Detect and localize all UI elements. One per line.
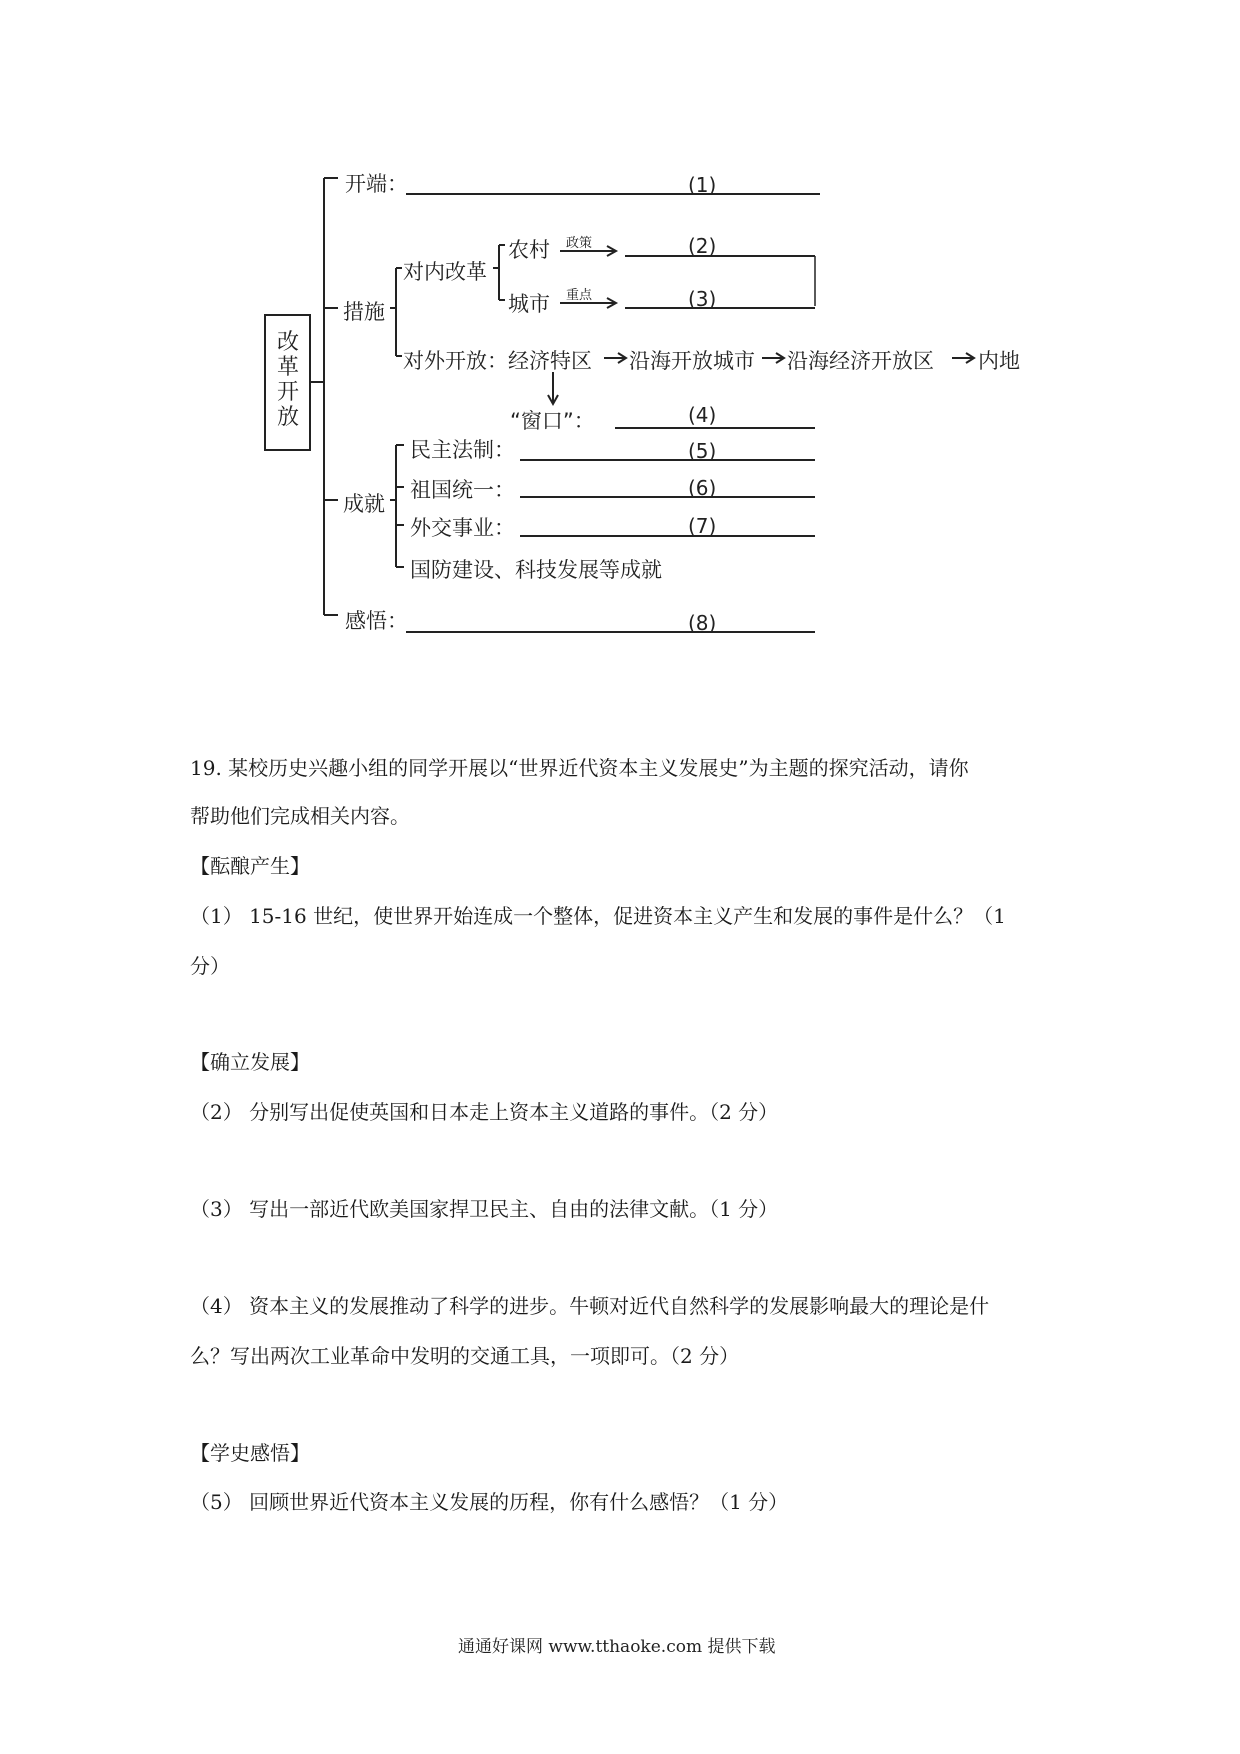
branch-start-label: 开端： bbox=[345, 172, 408, 196]
coastal-cities-label: 沿海开放城市 bbox=[629, 349, 755, 373]
section-heading-emergence: 【酝酿产生】 bbox=[190, 854, 310, 878]
reunification-label: 祖国统一： bbox=[410, 478, 515, 502]
sub-question-2: （2） 分别写出促使英国和日本走上资本主义道路的事件。（2 分） bbox=[190, 1100, 779, 1124]
sub-question-4-line-2: 么？写出两次工业革命中发明的交通工具，一项即可。（2 分） bbox=[190, 1344, 740, 1368]
page-footer: 通通好课网 www.tthaoke.com 提供下载 bbox=[458, 1637, 776, 1657]
blank-3-number: (3) bbox=[688, 287, 717, 311]
urban-label: 城市 bbox=[508, 292, 550, 316]
blank-8-number: (8) bbox=[688, 611, 717, 635]
sub-question-3: （3） 写出一部近代欧美国家捍卫民主、自由的法律文献。（1 分） bbox=[190, 1197, 779, 1221]
sub-question-1-line-2: 分） bbox=[190, 954, 230, 978]
blank-7-number: (7) bbox=[688, 514, 717, 538]
window-label: “窗口”： bbox=[510, 409, 595, 433]
blank-6-number: (6) bbox=[688, 476, 717, 500]
section-heading-reflection: 【学史感悟】 bbox=[190, 1441, 310, 1465]
rural-label: 农村 bbox=[508, 238, 550, 262]
defense-label: 国防建设、科技发展等成就 bbox=[410, 558, 662, 582]
sub-question-5: （5） 回顾世界近代资本主义发展的历程，你有什么感悟？（1 分） bbox=[190, 1490, 789, 1514]
inland-label: 内地 bbox=[978, 349, 1020, 373]
urban-arrow-label: 重点 bbox=[566, 288, 593, 303]
democracy-label: 民主法制： bbox=[410, 438, 515, 462]
blank-4-number: (4) bbox=[688, 403, 717, 427]
diplomacy-label: 外交事业： bbox=[410, 516, 515, 540]
question-intro-line-2: 帮助他们完成相关内容。 bbox=[190, 804, 410, 828]
question-intro-line-1: 19. 某校历史兴趣小组的同学开展以“世界近代资本主义发展史”为主题的探究活动，请你 bbox=[190, 756, 969, 780]
branch-achievements-label: 成就 bbox=[343, 492, 385, 516]
sub-question-4-line-1: （4） 资本主义的发展推动了科学的进步。牛顿对近代自然科学的发展影响最大的理论是什 bbox=[190, 1294, 990, 1318]
branch-reflection-label: 感悟： bbox=[345, 609, 408, 633]
blank-1-number: (1) bbox=[688, 173, 717, 197]
blank-5-number: (5) bbox=[688, 439, 717, 463]
sub-question-1-line-1: （1） 15-16 世纪，使世界开始连成一个整体，促进资本主义产生和发展的事件是什么？（1 bbox=[190, 904, 1006, 928]
blank-2-number: (2) bbox=[688, 234, 717, 258]
opening-label: 对外开放：经济特区 bbox=[403, 349, 592, 373]
rural-arrow-label: 政策 bbox=[566, 236, 593, 251]
domestic-reform-label: 对内改革 bbox=[403, 260, 487, 284]
coastal-zones-label: 沿海经济开放区 bbox=[787, 349, 934, 373]
section-heading-development: 【确立发展】 bbox=[190, 1050, 310, 1074]
diagram-lines bbox=[0, 0, 1240, 700]
diagram-root-label: 改革开放 bbox=[276, 330, 299, 430]
branch-measures-label: 措施 bbox=[343, 300, 385, 324]
